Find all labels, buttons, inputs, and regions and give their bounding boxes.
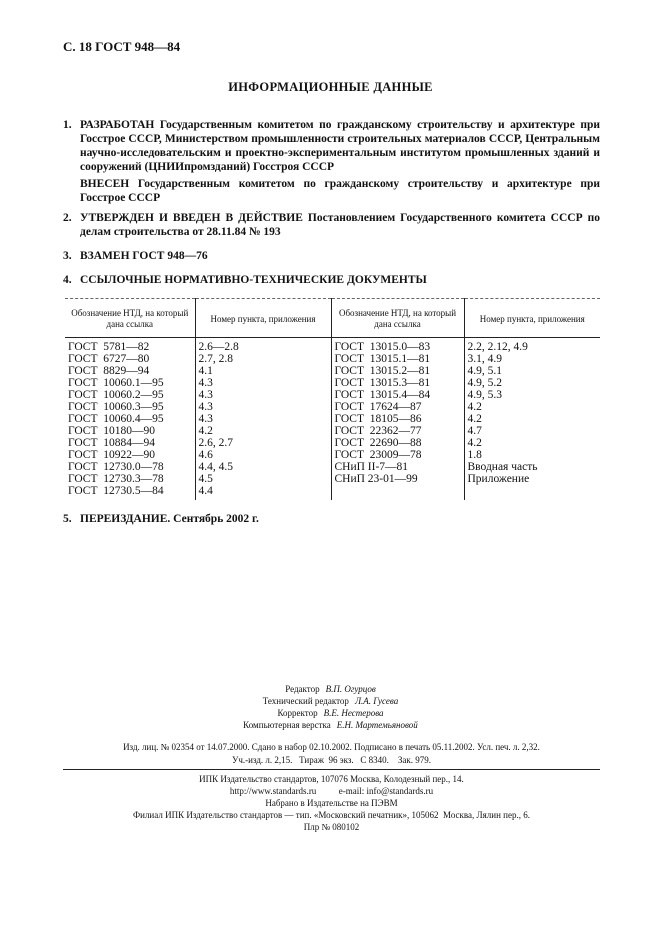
item-text: ВНЕСЕН Государственным комитетом по гражданскому строительству и архитектуре при Госстрое СССР	[80, 178, 600, 204]
publication-line-2: Уч.-изд. л. 2,15. Тираж 96 экз. С 8340. Зак. 979.	[231, 755, 432, 765]
credit-name: В.Е. Нестерова	[323, 708, 384, 718]
credit-editor	[0, 683, 661, 695]
ntd-designation-cell: ГОСТ 18105—86	[331, 413, 464, 425]
item-text: ССЫЛОЧНЫЕ НОРМАТИВНО-ТЕХНИЧЕСКИЕ ДОКУМЕНТЫ	[80, 274, 427, 286]
clause-number-cell: 4.9, 5.1	[464, 365, 600, 377]
clause-number-cell: 4.2	[464, 413, 600, 425]
credit-layout	[0, 719, 661, 731]
ntd-designation-cell: ГОСТ 17624—87	[331, 401, 464, 413]
clause-number-cell: 4.2	[464, 401, 600, 413]
table-body	[65, 338, 600, 501]
ntd-designation-cell: ГОСТ 8829—94	[68, 365, 150, 377]
table-row	[65, 437, 600, 449]
ntd-designation-cell: ГОСТ 13015.4—84	[331, 389, 464, 401]
ntd-designation-cell: ГОСТ 10060.3—95	[68, 401, 164, 413]
table-row	[65, 365, 600, 377]
ntd-designation-cell: ГОСТ 13015.3—81	[331, 377, 464, 389]
clause-number-cell: 4.3	[195, 413, 331, 425]
credit-name: В.П. Огурцов	[325, 684, 376, 694]
column-header: Номер пункта, приложения	[195, 299, 331, 338]
ntd-designation-cell: ГОСТ 22362—77	[331, 425, 464, 437]
item-5	[63, 512, 600, 526]
table-row	[65, 401, 600, 413]
clause-number-cell: 3.1, 4.9	[464, 353, 600, 365]
item-number: 3.	[63, 250, 72, 262]
ntd-designation-cell: ГОСТ 23009—78	[331, 449, 464, 461]
ntd-designation-cell: ГОСТ 5781—82	[68, 341, 150, 353]
item-1	[63, 118, 600, 173]
item-number: 1.	[63, 119, 72, 131]
credit-name: Л.А. Гусева	[354, 696, 399, 706]
ntd-designation-cell: ГОСТ 13015.1—81	[331, 353, 464, 365]
table-row	[65, 461, 600, 473]
clause-number-cell: 1.8	[464, 449, 600, 461]
ntd-designation-cell	[331, 485, 464, 500]
item-text: ПЕРЕИЗДАНИЕ. Сентябрь 2002 г.	[80, 513, 259, 525]
table-row	[65, 377, 600, 389]
ntd-designation-cell: ГОСТ 6727—80	[68, 353, 150, 365]
divider	[63, 769, 600, 770]
clause-number-cell: 2.6—2.8	[195, 338, 331, 354]
imprint-line: Набрано в Издательстве на ПЭВМ	[265, 798, 398, 808]
item-text: УТВЕРЖДЕН И ВВЕДЕН В ДЕЙСТВИЕ Постановлением Государственного комитета СССР по делам строительства от 28.11.84 № 193	[80, 212, 600, 238]
column-header: Обозначение НТД, на который дана ссылка	[65, 299, 195, 338]
item-2	[63, 211, 600, 238]
item-3	[63, 249, 600, 263]
ntd-designation-cell: ГОСТ 12730.0—78	[68, 461, 164, 473]
credit-role: Компьютерная верстка	[243, 720, 331, 730]
clause-number-cell: 4.2	[464, 437, 600, 449]
table-row	[65, 473, 600, 485]
clause-number-cell: 4.6	[195, 449, 331, 461]
clause-number-cell: 4.2	[195, 425, 331, 437]
column-header: Номер пункта, приложения	[464, 299, 600, 338]
table-header-row	[65, 299, 600, 338]
column-header: Обозначение НТД, на который дана ссылка	[331, 299, 464, 338]
credit-proofreader	[0, 707, 661, 719]
ntd-designation-cell: СНиП 23-01—99	[331, 473, 464, 485]
ntd-designation-cell: ГОСТ 22690—88	[331, 437, 464, 449]
clause-number-cell: 4.9, 5.2	[464, 377, 600, 389]
clause-number-cell: Приложение	[464, 473, 600, 485]
table-row	[65, 353, 600, 365]
clause-number-cell: 4.3	[195, 401, 331, 413]
publication-line-1: Изд. лиц. № 02354 от 14.07.2000. Сдано в набор 02.10.2002. Подписано в печать 05.11.2002. Усл. печ. л. 2,32.	[123, 742, 540, 752]
page-title: ИНФОРМАЦИОННЫЕ ДАННЫЕ	[228, 80, 433, 94]
credits-block	[0, 683, 661, 731]
ntd-designation-cell: ГОСТ 10060.1—95	[68, 377, 164, 389]
table-row	[65, 425, 600, 437]
clause-number-cell: 4.1	[195, 365, 331, 377]
credit-role: Технический редактор	[262, 696, 349, 706]
clause-number-cell: Вводная часть	[464, 461, 600, 473]
item-4	[63, 273, 600, 287]
table-row	[65, 413, 600, 425]
ntd-designation-cell: СНиП II-7—81	[331, 461, 464, 473]
page-header: С. 18 ГОСТ 948—84	[63, 39, 181, 54]
clause-number-cell: 4.4, 4.5	[195, 461, 331, 473]
imprint-block	[63, 773, 600, 833]
table-row	[65, 485, 600, 500]
item-number: 4.	[63, 274, 72, 286]
item-text: ВЗАМЕН ГОСТ 948—76	[80, 250, 208, 262]
table-row	[65, 389, 600, 401]
credit-role: Редактор	[285, 684, 320, 694]
ntd-designation-cell: ГОСТ 10180—90	[68, 425, 156, 437]
clause-number-cell: 2.6, 2.7	[195, 437, 331, 449]
ntd-designation-cell: ГОСТ 10922—90	[68, 449, 156, 461]
credit-name: Е.Н. Мартемьяновой	[336, 720, 418, 730]
clause-number-cell: 4.7	[464, 425, 600, 437]
clause-number-cell	[464, 485, 600, 500]
table-row	[65, 449, 600, 461]
imprint-line: http://www.standards.ru e-mail: info@standards.ru	[229, 786, 434, 796]
ntd-designation-cell: ГОСТ 12730.5—84	[68, 485, 164, 497]
ntd-designation-cell: ГОСТ 13015.2—81	[331, 365, 464, 377]
imprint-line: Филиал ИПК Издательство стандартов — тип. «Московский печатник», 105062 Москва, Лялин пер., 6.	[133, 810, 530, 820]
clause-number-cell: 4.3	[195, 389, 331, 401]
credit-tech-editor	[0, 695, 661, 707]
table-row	[65, 338, 600, 354]
item-introduced	[63, 177, 600, 204]
clause-number-cell: 2.7, 2.8	[195, 353, 331, 365]
item-number: 5.	[63, 513, 72, 525]
ntd-designation-cell: ГОСТ 13015.0—83	[331, 338, 464, 354]
imprint-line: Плр № 080102	[303, 822, 360, 832]
ntd-designation-cell: ГОСТ 12730.3—78	[68, 473, 164, 485]
clause-number-cell: 4.9, 5.3	[464, 389, 600, 401]
ntd-designation-cell: ГОСТ 10060.2—95	[68, 389, 164, 401]
item-text: РАЗРАБОТАН Государственным комитетом по гражданскому строительству и архитектуре при Госстрое СССР, Министерством промышленности строительных материалов СССР, Центральным научно-исследовательским и проектно-экспериментальным институтом промышленных зданий и сооружений (ЦНИИпромзданий) Госстроя СССР	[80, 119, 600, 173]
ntd-designation-cell: ГОСТ 10060.4—95	[68, 413, 164, 425]
clause-number-cell: 2.2, 2.12, 4.9	[464, 338, 600, 354]
reference-documents-table	[65, 298, 600, 500]
clause-number-cell: 4.4	[195, 485, 331, 500]
credit-role: Корректор	[277, 708, 318, 718]
imprint-line: ИПК Издательство стандартов, 107076 Москва, Колодезный пер., 14.	[199, 774, 464, 784]
clause-number-cell: 4.5	[195, 473, 331, 485]
item-number: 2.	[63, 212, 72, 224]
ntd-designation-cell: ГОСТ 10884—94	[68, 437, 156, 449]
clause-number-cell: 4.3	[195, 377, 331, 389]
